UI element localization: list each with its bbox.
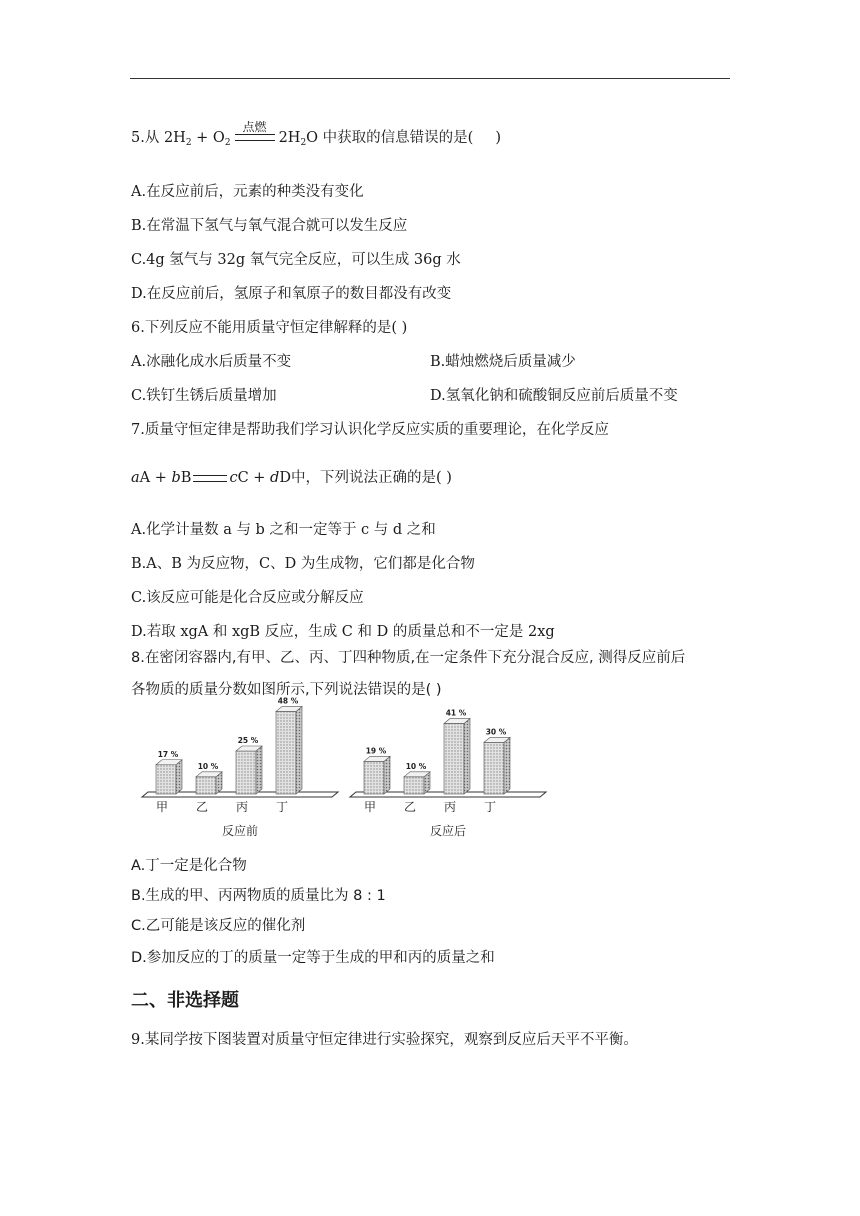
chart-value-label: 10 % xyxy=(197,761,219,771)
chart-bar-side xyxy=(384,756,390,794)
mass-fraction-charts xyxy=(130,696,560,847)
chart-value-label: 19 % xyxy=(365,746,387,756)
reaction-condition-arrow xyxy=(233,120,277,145)
condition-label: 点燃 xyxy=(242,120,267,134)
q8-stem-1: 8.在密闭容器内,有甲、乙、丙、丁四种物质,在一定条件下充分混合反应, 测得反应前后 xyxy=(131,650,686,666)
q6-option-a: A.冰融化成水后质量不变 xyxy=(131,354,292,370)
q5-product: 2H xyxy=(278,130,301,146)
q7-equation: aA + bB cC + dD xyxy=(131,470,291,486)
q6-stem: 6.下列反应不能用质量守恒定律解释的是( ) xyxy=(131,320,408,336)
q9-stem: 9.某同学按下图装置对质量守恒定律进行实验探究，观察到反应后天平不平衡。 xyxy=(131,1032,638,1048)
chart-category-label: 甲 xyxy=(363,800,377,814)
q8-stem-2: 各物质的质量分数如图所示,下列说法错误的是( ) xyxy=(131,682,442,698)
chart-value-label: 10 % xyxy=(405,761,427,771)
chart-value-label: 30 % xyxy=(485,727,507,737)
q8-option-b: B.生成的甲、丙两物质的质量比为 8 : 1 xyxy=(131,888,386,904)
chart-bar xyxy=(444,723,464,794)
chart-bar xyxy=(236,751,256,794)
chart-category-label: 丙 xyxy=(235,800,249,814)
q7-option-b: B.A、B 为反应物，C、D 为生成物，它们都是化合物 xyxy=(131,556,475,572)
chart-value-label: 48 % xyxy=(277,696,299,706)
chart-bar-side xyxy=(256,746,262,794)
chart-bar xyxy=(404,777,424,794)
chart-bar xyxy=(276,711,296,794)
q5-suffix: O 中获取的信息错误的是( xyxy=(306,130,474,146)
q8-option-a: A.丁一定是化合物 xyxy=(131,858,247,874)
q7-equation-line xyxy=(131,466,452,487)
chart-category-label: 甲 xyxy=(155,800,169,814)
q6-option-c: C.铁钉生锈后质量增加 xyxy=(131,388,277,404)
chart-value-label: 41 % xyxy=(445,708,467,718)
chart-bar xyxy=(484,742,504,794)
q7-option-a: A.化学计量数 a 与 b 之和一定等于 c 与 d 之和 xyxy=(131,522,436,538)
section-heading: 二、非选择题 xyxy=(131,990,239,1011)
chart-xlabel: 反应后 xyxy=(429,824,467,838)
chart-bar-side xyxy=(296,706,302,794)
chart-bar xyxy=(156,765,176,794)
q5-option-d: D.在反应前后，氢原子和氧原子的数目都没有改变 xyxy=(131,286,452,302)
chart-value-label: 17 % xyxy=(157,749,179,759)
chart-bar xyxy=(364,761,384,794)
q8-option-c: C.乙可能是该反应的催化剂 xyxy=(131,918,306,934)
q5-option-a: A.在反应前后，元素的种类没有变化 xyxy=(131,184,364,200)
chart-bar-side xyxy=(464,718,470,794)
chart-bar-side xyxy=(176,760,182,794)
chart-category-label: 丁 xyxy=(275,800,289,814)
chart-xlabel: 反应前 xyxy=(221,824,259,838)
header-rule xyxy=(130,78,730,79)
chart-bar-side xyxy=(504,737,510,794)
q7-option-c: C.该反应可能是化合反应或分解反应 xyxy=(131,590,364,606)
q5-option-b: B.在常温下氢气与氧气混合就可以发生反应 xyxy=(131,218,408,234)
chart-category-label: 丙 xyxy=(443,800,457,814)
chart-category-label: 丁 xyxy=(483,800,497,814)
q7-stem: 7.质量守恒定律是帮助我们学习认识化学反应实质的重要理论，在化学反应 xyxy=(131,422,609,438)
q7-eq-tail: 中，下列说法正确的是( ) xyxy=(290,470,452,486)
q5-stem: 5.从 $2H_2 + O_2$ 点燃 $2H_2O$ 中获取的信息错误的是( ) xyxy=(131,120,501,148)
chart-category-label: 乙 xyxy=(403,800,417,814)
q5-option-c: C.4g 氢气与 32g 氧气完全反应，可以生成 36g 水 xyxy=(131,252,461,268)
q5-prefix: 5.从 2H xyxy=(131,130,186,146)
q7-option-d: D.若取 xgA 和 xgB 反应，生成 C 和 D 的质量总和不一定是 2xg xyxy=(131,624,555,640)
chart-bar xyxy=(196,777,216,794)
q5-plus-o: + O xyxy=(191,130,225,146)
q6-option-b: B.蜡烛燃烧后质量减少 xyxy=(430,354,576,370)
chart-value-label: 25 % xyxy=(237,736,259,745)
q8-option-d: D.参加反应的丁的质量一定等于生成的甲和丙的质量之和 xyxy=(131,950,495,966)
q6-option-d: D.氢氧化钠和硫酸铜反应前后质量不变 xyxy=(430,388,678,404)
chart-category-label: 乙 xyxy=(195,800,209,814)
